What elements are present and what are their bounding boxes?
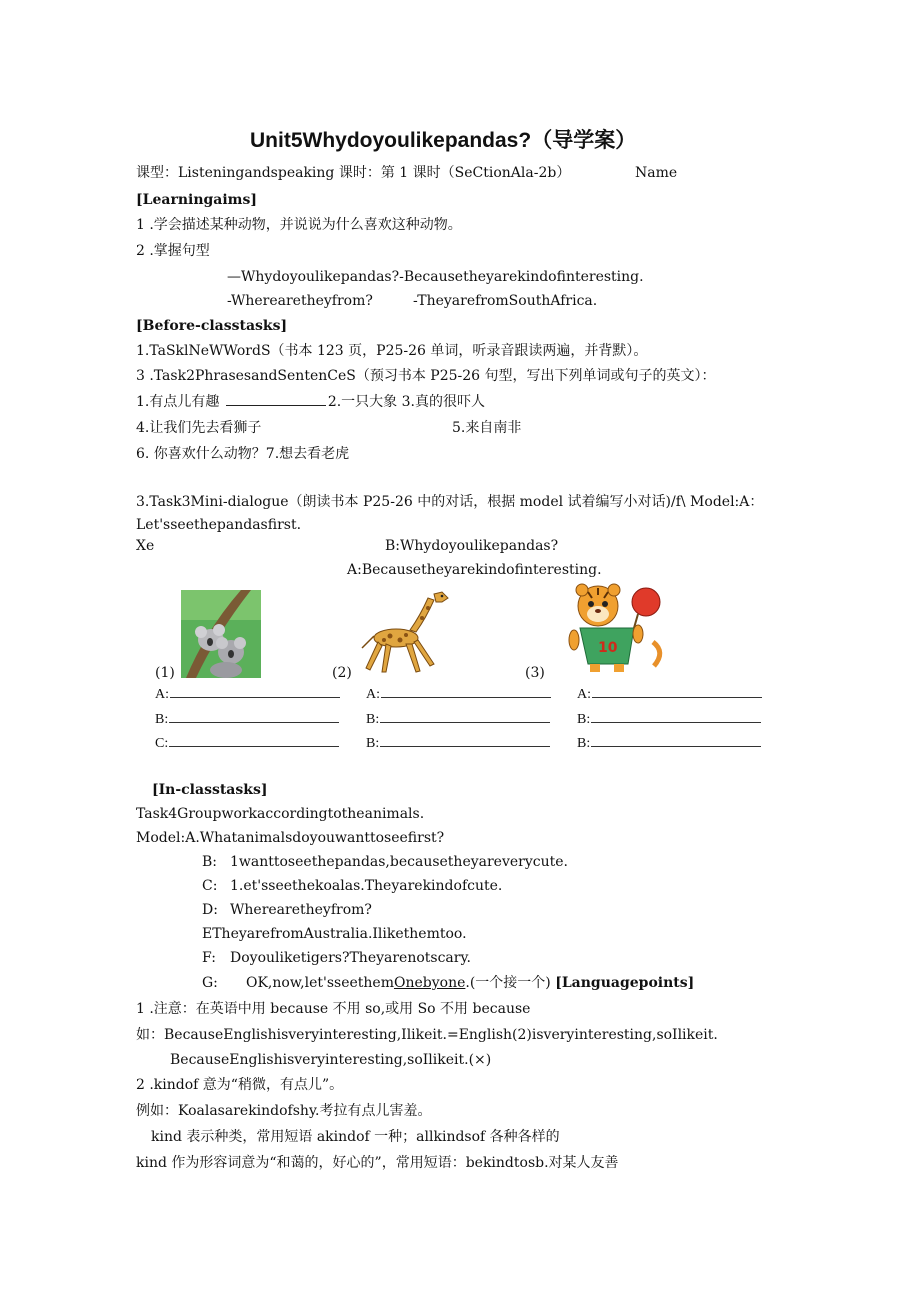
- phrase-5: 5.来自南非: [452, 420, 522, 436]
- lp-1-example-1: 如：BecauseEnglishisveryinteresting,Ilikeit.=English(2)isveryinteresting,soIlikeit.: [136, 1027, 718, 1043]
- svg-text:10: 10: [598, 640, 618, 656]
- answer-line-3b[interactable]: B:: [577, 710, 761, 728]
- answer-line-1b[interactable]: B:: [155, 710, 339, 728]
- aim-1: 1 .学会描述某种动物，并说说为什么喜欢这种动物。: [136, 217, 462, 233]
- phrase-2-3: 2.一只大象 3.真的很吓人: [327, 394, 485, 410]
- phrase-row-1: [136, 393, 485, 411]
- lp-2: 2 .kindof 意为“稍微，有点儿”。: [136, 1077, 344, 1093]
- picture-label-2: (2): [332, 665, 352, 681]
- task-2: 3 .Task2PhrasesandSentenCeS（预习书本 P25-26 句型，写出下列单词或句子的英文）：: [136, 368, 716, 384]
- answer-line-3a[interactable]: A:: [577, 685, 762, 703]
- lp-4: kind 作为形容词意为“和蔼的，好心的”，常用短语：bekindtosb.对某人友善: [136, 1155, 619, 1171]
- answer-line-3c[interactable]: B:: [577, 734, 761, 752]
- answer-line-2a[interactable]: A:: [366, 685, 551, 703]
- lp-1: 1 .注意：在英语中用 because 不用 so,或用 So 不用 because: [136, 1001, 531, 1017]
- phrase-1: 1.有点儿有趣: [136, 394, 220, 410]
- before-class-heading: [Before-classtasks]: [136, 318, 288, 334]
- dialogue-a: A:Becausetheyarekindofinteresting.: [347, 562, 602, 578]
- tiger-picture: [558, 582, 668, 674]
- giraffe-picture: [356, 588, 456, 676]
- model-g-label: G:: [202, 975, 218, 991]
- lp-3: kind 表示种类，常用短语 akindof 一种；allkindsof 各种各样的: [151, 1129, 560, 1145]
- lp-1-example-2: BecauseEnglishisveryinteresting,soIlikeit.(×): [170, 1052, 492, 1068]
- model-b-label: B:: [202, 854, 218, 870]
- model-c-label: C:: [202, 878, 218, 894]
- task-4: Task4Groupworkaccordingtotheanimals.: [136, 806, 425, 822]
- koala-picture: [181, 590, 261, 678]
- aim-sentence-1: —Whydoyoulikepandas?-Becausetheyarekindofinteresting.: [227, 269, 644, 285]
- lp-2-example: 例如：Koalasarekindofshy.考拉有点儿害羞。: [136, 1103, 432, 1119]
- picture-label-3: (3): [525, 665, 545, 681]
- model-f: Doyouliketigers?Theyarenotscary.: [230, 950, 471, 966]
- answer-line-2c[interactable]: B:: [366, 734, 550, 752]
- course-type: 课型：Listeningandspeaking 课时：第 1 课时（SeCtionAla-2b）: [136, 165, 571, 181]
- task-3-model: Let'sseethepandasfirst.: [136, 517, 302, 533]
- model-g: OK,now,let'sseethemOnebyone.(一个接一个) [Languagepoints]: [246, 975, 695, 991]
- dialogue-b: B:Whydoyoulikepandas?: [385, 538, 559, 554]
- model-f-label: F:: [202, 950, 216, 966]
- name-label: Name: [635, 165, 678, 181]
- one-by-one: Onebyone: [393, 975, 466, 991]
- aim-2: 2 .掌握句型: [136, 243, 210, 259]
- model-b: 1wanttoseethepandas,becausetheyareverycute.: [230, 854, 568, 870]
- aim-sentence-2b: -TheyarefromSouthAfrica.: [413, 293, 598, 309]
- model-c: 1.et'sseethekoalas.Theyarekindofcute.: [230, 878, 503, 894]
- phrase-6-7: 6. 你喜欢什么动物？7.想去看老虎: [136, 446, 350, 462]
- answer-blank[interactable]: [226, 393, 326, 406]
- answer-line-1a[interactable]: A:: [155, 685, 340, 703]
- task-3: 3.Task3Mini-dialogue（朗读书本 P25-26 中的对话，根据 model 试着编写小对话)/f\ Model:A：: [136, 494, 764, 510]
- in-class-heading: [In-classtasks]: [152, 782, 268, 798]
- answer-line-2b[interactable]: B:: [366, 710, 550, 728]
- language-points-heading: [Languagepoints]: [555, 975, 695, 991]
- task-1: 1.TaSklNeWWordS（书本 123 页，P25-26 单词，听录音跟读两遍，并背默）。: [136, 343, 648, 359]
- model-d: Wherearetheyfrom?: [230, 902, 372, 918]
- page-title: Unit5Whydoyoulikepandas?（导学案）: [250, 129, 637, 152]
- learning-aims-heading: [Learningaims]: [136, 192, 257, 208]
- model-e: ETheyarefromAustralia.Ilikethemtoo.: [202, 926, 467, 942]
- answer-line-1c[interactable]: C:: [155, 734, 339, 752]
- picture-label-1: (1): [155, 665, 175, 681]
- model-d-label: D:: [202, 902, 218, 918]
- xe-text: Xe: [136, 538, 155, 554]
- aim-sentence-2a: -Wherearetheyfrom?: [227, 293, 373, 309]
- model-a: Model:A.Whatanimalsdoyouwanttoseefirst?: [136, 830, 445, 846]
- phrase-4: 4.让我们先去看狮子: [136, 420, 262, 436]
